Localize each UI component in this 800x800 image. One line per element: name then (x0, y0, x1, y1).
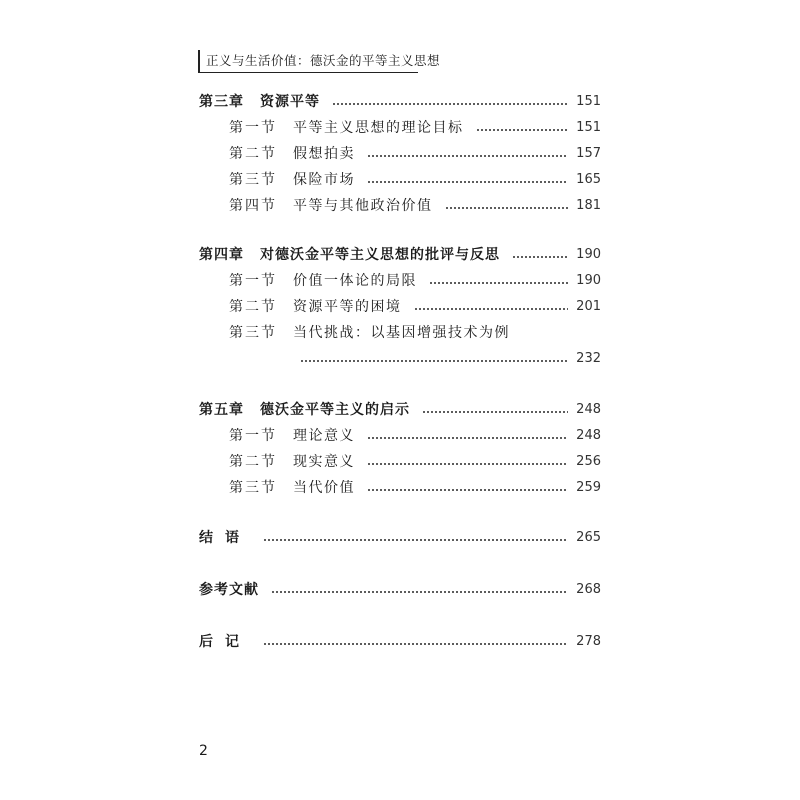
chapter-title: 德沃金平等主义的启示 (260, 402, 410, 418)
page-number: 151 (576, 93, 601, 109)
section-entry (229, 293, 601, 319)
section-entry (229, 267, 601, 293)
dot-leader (445, 207, 569, 209)
page-number: 151 (576, 119, 601, 135)
dot-leader (367, 489, 568, 491)
section-title: 平等主义思想的理论目标 (293, 120, 464, 136)
section-entry (229, 422, 601, 448)
section-label: 第二节 (229, 146, 277, 162)
section-title: 假想拍卖 (293, 146, 355, 162)
chapter-label: 第五章 (199, 402, 244, 418)
section-entry (229, 114, 601, 140)
section-title: 平等与其他政治价值 (293, 198, 433, 214)
backmatter-entry (199, 524, 601, 550)
section-label: 第一节 (229, 428, 277, 444)
page-number: 190 (576, 246, 601, 262)
dot-leader (271, 591, 568, 593)
backmatter-entry (199, 628, 601, 654)
chapter-entry (199, 241, 601, 267)
section-label: 第一节 (229, 120, 277, 136)
dot-leader (429, 282, 568, 284)
page-number: 265 (576, 529, 601, 545)
chapter-entry (199, 88, 601, 114)
dot-leader (367, 463, 568, 465)
dot-leader (300, 360, 568, 362)
section-title: 价值一体论的局限 (293, 273, 417, 289)
section-entry (229, 474, 601, 500)
page-number: 268 (576, 581, 601, 597)
dot-leader (512, 256, 568, 258)
backmatter-title: 参考文献 (199, 582, 259, 598)
section-title: 现实意义 (293, 454, 355, 470)
section-label: 第二节 (229, 299, 277, 315)
section-title: 当代价值 (293, 480, 355, 496)
page-number: 201 (576, 298, 601, 314)
section-label: 第一节 (229, 273, 277, 289)
page-number: 190 (576, 272, 601, 288)
section-title: 保险市场 (293, 172, 355, 188)
running-header (198, 50, 441, 73)
chapter-title: 对德沃金平等主义思想的批评与反思 (260, 247, 500, 263)
page-number: 256 (576, 453, 601, 469)
section-label: 第三节 (229, 172, 277, 188)
backmatter-title: 结语 (199, 530, 251, 546)
section-entry-continuation (300, 345, 601, 371)
page-number: 278 (576, 633, 601, 649)
page-number: 248 (576, 427, 601, 443)
section-title: 当代挑战：以基因增强技术为例 (293, 325, 510, 341)
section-entry (229, 140, 601, 166)
section-title: 理论意义 (293, 428, 355, 444)
dot-leader (367, 181, 568, 183)
chapter-label: 第四章 (199, 247, 244, 263)
section-title: 资源平等的困境 (293, 299, 402, 315)
section-label: 第三节 (229, 325, 277, 341)
page-number: 248 (576, 401, 601, 417)
section-entry (229, 166, 601, 192)
page-number: 259 (576, 479, 601, 495)
dot-leader (367, 437, 568, 439)
chapter-title: 资源平等 (260, 94, 320, 110)
section-entry (229, 192, 601, 218)
backmatter-title: 后记 (199, 634, 251, 650)
dot-leader (367, 155, 568, 157)
page-number: 165 (576, 171, 601, 187)
chapter-label: 第三章 (199, 94, 244, 110)
dot-leader (476, 129, 569, 131)
backmatter-entry (199, 576, 601, 602)
dot-leader (332, 103, 568, 105)
page-number: 157 (576, 145, 601, 161)
section-label: 第二节 (229, 454, 277, 470)
page-number: 232 (576, 350, 601, 366)
chapter-entry (199, 396, 601, 422)
dot-leader (263, 539, 568, 541)
section-label: 第四节 (229, 198, 277, 214)
page-number: 181 (576, 197, 601, 213)
page-footer-number: 2 (199, 743, 208, 759)
dot-leader (422, 411, 568, 413)
running-header-title: 正义与生活价值：德沃金的平等主义思想 (206, 53, 441, 68)
section-entry (229, 319, 601, 345)
dot-leader (263, 643, 568, 645)
section-entry (229, 448, 601, 474)
section-label: 第三节 (229, 480, 277, 496)
dot-leader (414, 308, 569, 310)
